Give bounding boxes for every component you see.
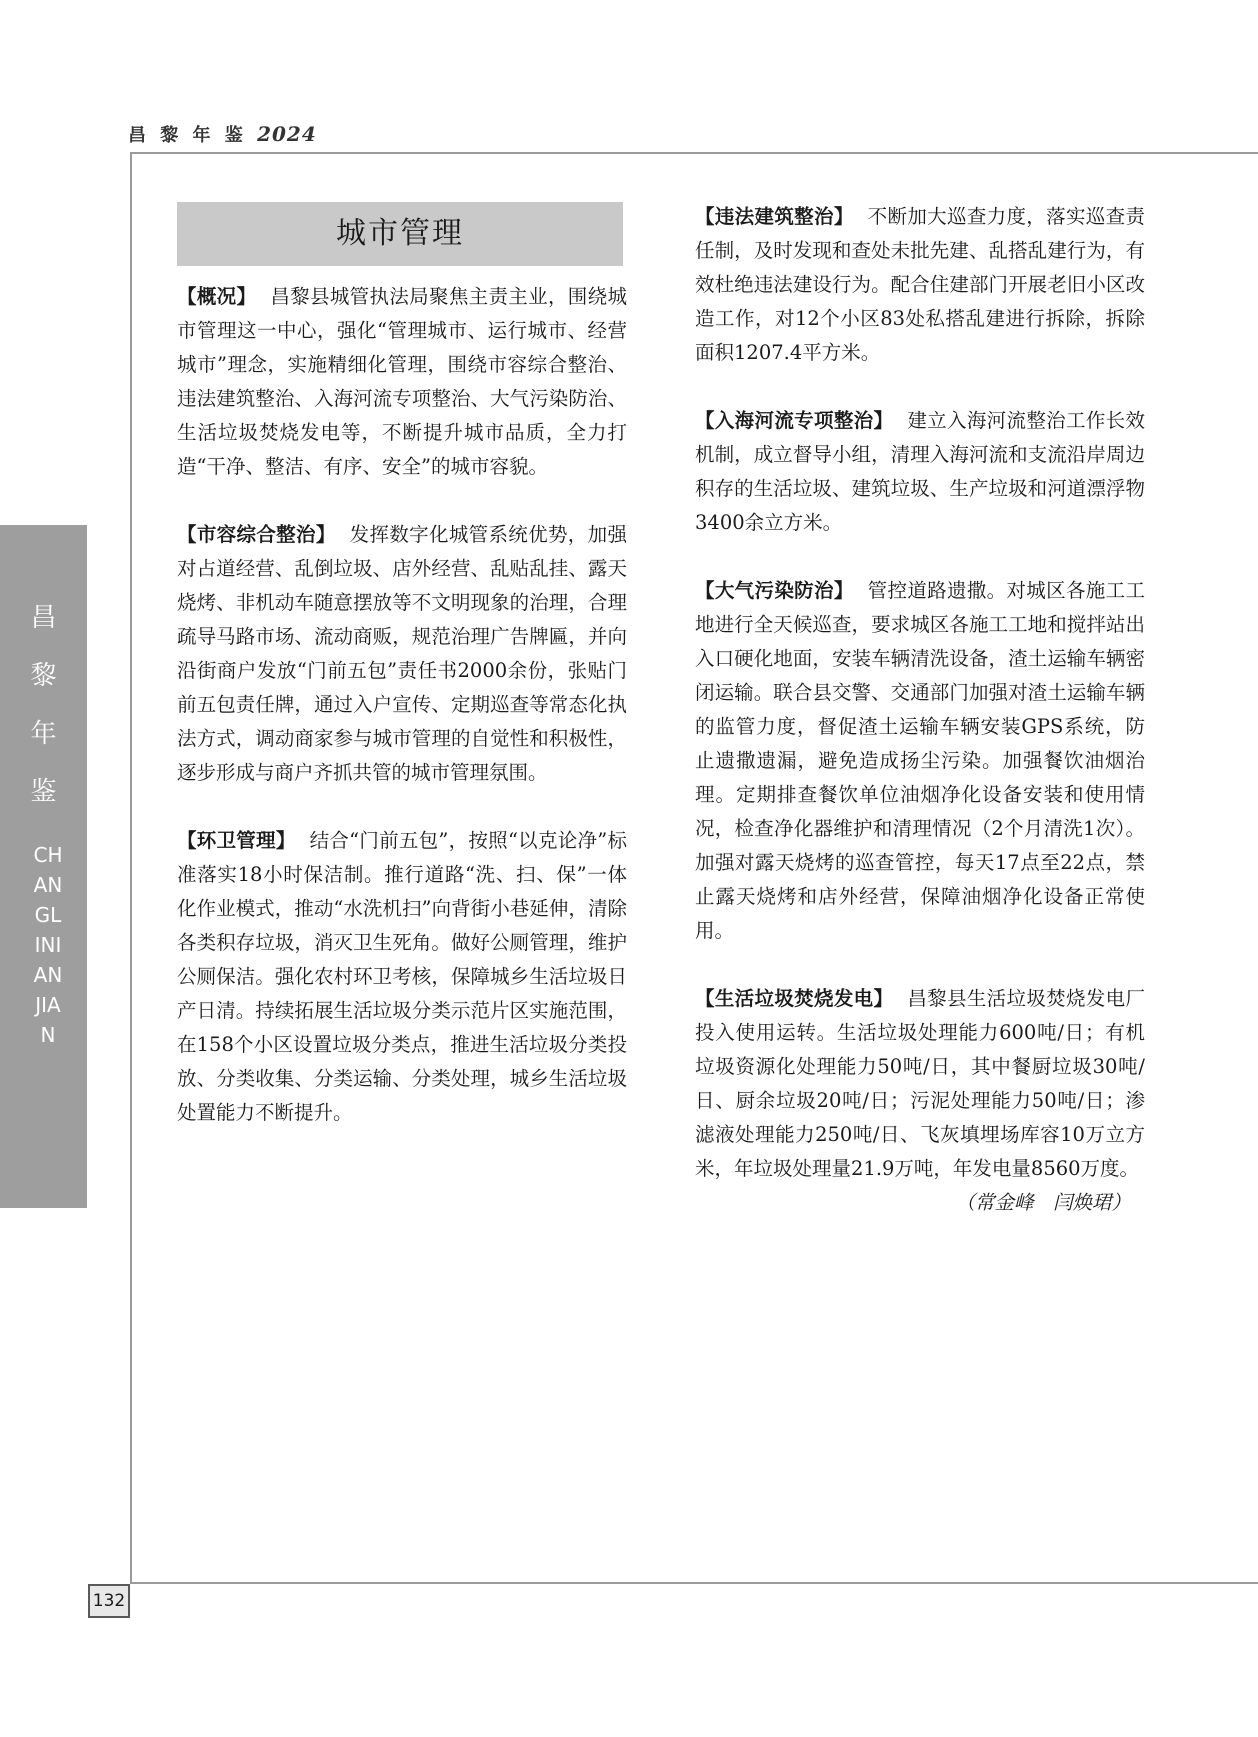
side-tab-cn-title: 昌黎年鉴	[30, 603, 57, 807]
frame-top-rule	[130, 152, 1258, 154]
paragraph-heading: 【大气污染防治】	[695, 579, 854, 602]
frame-left-rule	[130, 152, 132, 1584]
running-header	[128, 121, 317, 147]
paragraph-cityscape	[177, 518, 627, 790]
section-title: 城市管理	[336, 216, 464, 251]
section-title-box	[177, 202, 623, 266]
paragraph-heading: 【生活垃圾焚烧发电】	[695, 987, 894, 1010]
paragraph-heading: 【市容综合整治】	[177, 523, 336, 546]
paragraph-sanitation	[177, 824, 627, 1130]
paragraph-waste-power	[695, 982, 1145, 1186]
paragraph-body: 发挥数字化城管系统优势，加强对占道经营、乱倒垃圾、店外经营、乱贴乱挂、露天烧烤、非机动车随意摆放等不文明现象的治理，合理疏导马路市场、流动商贩，规范治理广告牌匾，并向沿街商户发放“门前五包”责任书2000余份，张贴门前五包责任牌，通过入户宣传、定期巡查等常态化执法方式，调动商家参与城市管理的自觉性和积极性，逐步形成与商户齐抓共管的城市管理氛围。	[177, 523, 627, 784]
paragraph-illegal-buildings	[695, 200, 1145, 370]
side-tab-en-title: CHANGLINIANJIAN	[33, 843, 63, 1047]
paragraph-heading: 【违法建筑整治】	[695, 205, 854, 228]
paragraph-body: 管控道路遗撒。对城区各施工工地进行全天候巡查，要求城区各施工工地和搅拌站出入口硬化地面，安装车辆清洗设备，渣土运输车辆密闭运输。联合县交警、交通部门加强对渣土运输车辆的监管力度，督促渣土运输车辆安装GPS系统，防止遗撒遗漏，避免造成扬尘污染。加强餐饮油烟治理。定期排查餐饮单位油烟净化设备安装和使用情况，检查净化器维护和清理情况（2个月清洗1次）。加强对露天烧烤的巡查管控，每天17点至22点，禁止露天烧烤和店外经营，保障油烟净化设备正常使用。	[695, 579, 1145, 942]
paragraph-body: 昌黎县生活垃圾焚烧发电厂投入使用运转。生活垃圾处理能力600吨/日；有机垃圾资源化处理能力50吨/日，其中餐厨垃圾30吨/日、厨余垃圾20吨/日；污泥处理能力50吨/日；渗滤液处理能力250吨/日、飞灰填埋场库容10万立方米，年垃圾处理量21.9万吨，年发电量8560万度。	[695, 987, 1145, 1180]
paragraph-body: 昌黎县城管执法局聚焦主责主业，围绕城市管理这一中心，强化“管理城市、运行城市、经营城市”理念，实施精细化管理，围绕市容综合整治、违法建筑整治、入海河流专项整治、大气污染防治、生活垃圾焚烧发电等，不断提升城市品质，全力打造“干净、整洁、有序、安全”的城市容貌。	[177, 285, 627, 478]
book-title: 昌 黎 年 鉴	[128, 125, 247, 146]
paragraph-body: 不断加大巡查力度，落实巡查责任制，及时发现和查处未批先建、乱搭乱建行为，有效杜绝违法建设行为。配合住建部门开展老旧小区改造工作，对12个小区83处私搭乱建进行拆除，拆除面积1207.4平方米。	[695, 205, 1145, 364]
paragraph-heading: 【概况】	[177, 285, 257, 308]
paragraph-body: 建立入海河流整治工作长效机制，成立督导小组，清理入海河流和支流沿岸周边积存的生活垃圾、建筑垃圾、生产垃圾和河道漂浮物3400余立方米。	[695, 409, 1145, 534]
paragraph-body: 结合“门前五包”，按照“以克论净”标准落实18小时保洁制。推行道路“洗、扫、保”一体化作业模式，推动“水洗机扫”向背街小巷延伸，清除各类积存垃圾，消灭卫生死角。做好公厕管理，维护公厕保洁。强化农村环卫考核，保障城乡生活垃圾日产日清。持续拓展生活垃圾分类示范片区实施范围，在158个小区设置垃圾分类点，推进生活垃圾分类投放、分类收集、分类运输、分类处理，城乡生活垃圾处置能力不断提升。	[177, 829, 627, 1124]
paragraph-heading: 【环卫管理】	[177, 829, 296, 852]
paragraph-air-pollution	[695, 574, 1145, 948]
paragraph-overview	[177, 280, 627, 484]
right-column	[695, 200, 1145, 1220]
byline: （常金峰 闫焕珺）	[955, 1191, 1131, 1214]
book-year: 2024	[257, 122, 317, 146]
page-number: 132	[88, 1584, 130, 1618]
paragraph-heading: 【入海河流专项整治】	[695, 409, 894, 432]
frame-bottom-rule	[130, 1582, 1258, 1584]
side-tab	[0, 525, 87, 1208]
left-column	[177, 200, 627, 1164]
paragraph-rivers	[695, 404, 1145, 540]
